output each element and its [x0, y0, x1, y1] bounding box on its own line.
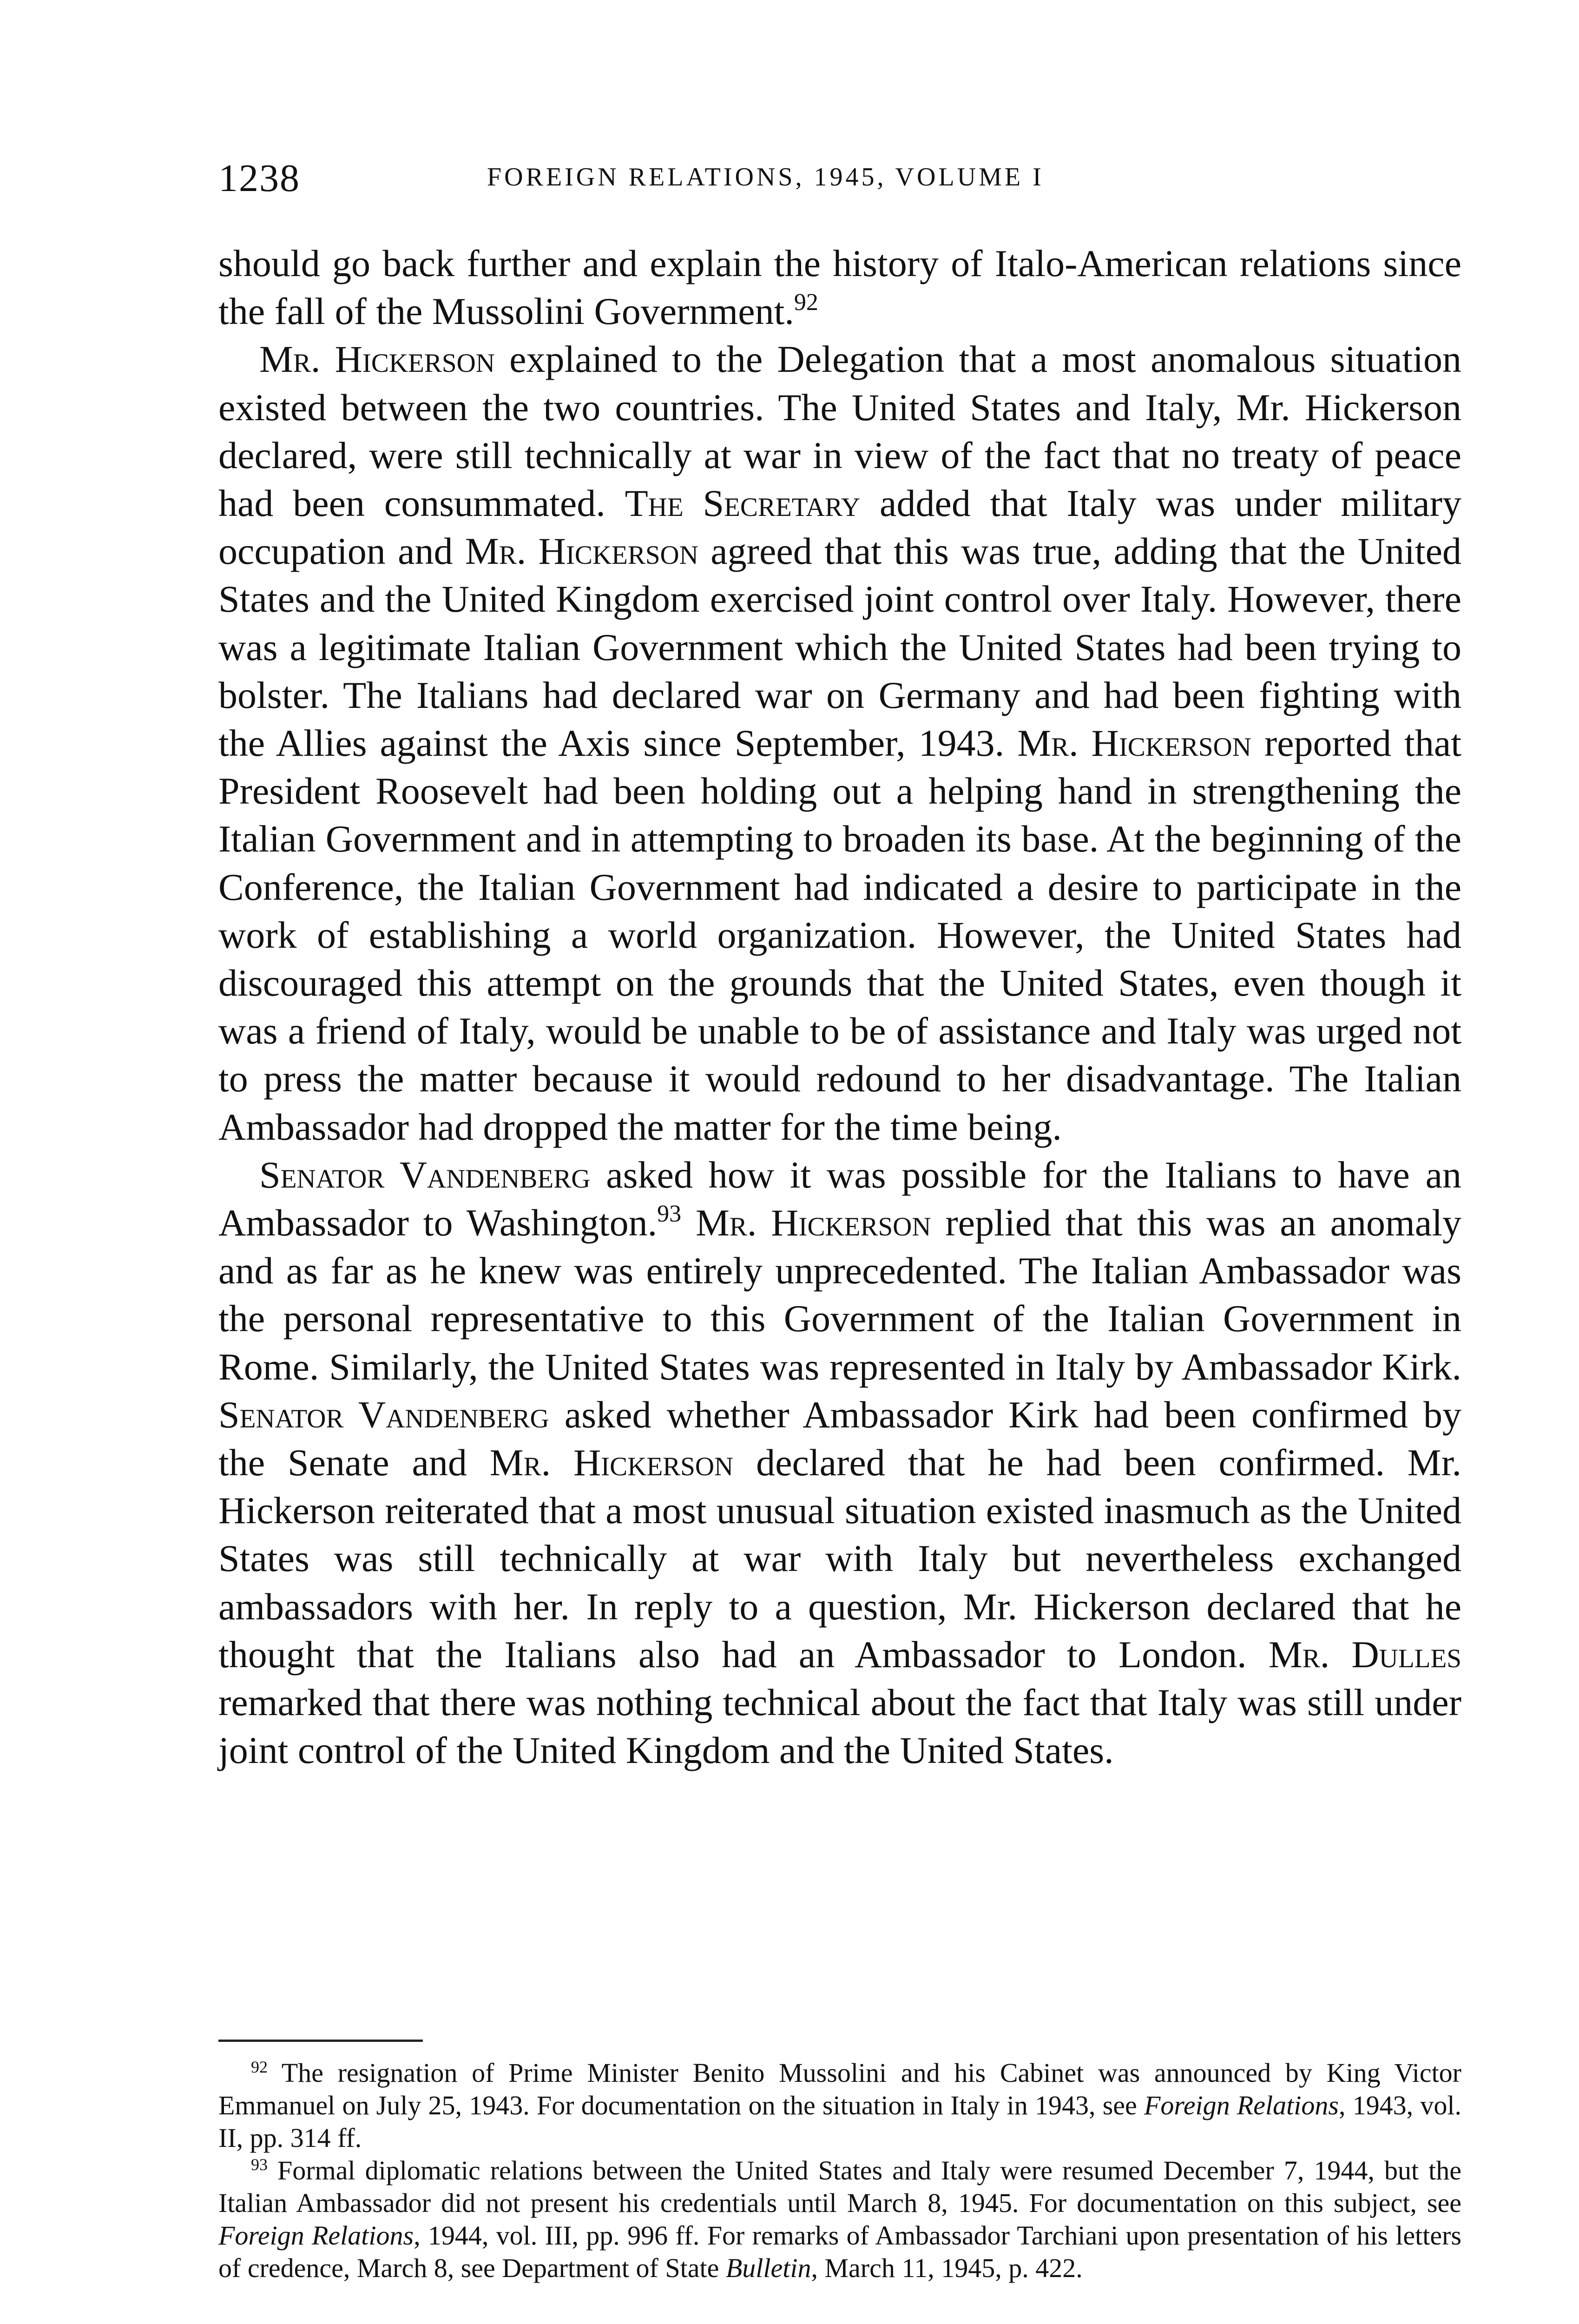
text-span: replied that this was an anomaly and as far as he knew was entirely unprecedented. The Italian Ambassador was the personal representative to this Government of the Italian Government in Rome. Similarly, the United States was represented in Italy by Ambassador Kirk. [218, 1202, 1461, 1388]
page-header [218, 156, 1464, 207]
footnotes [218, 2057, 1461, 2284]
text-span: , 1944, vol. [414, 2220, 545, 2251]
footnote-marker: 93 [251, 2155, 268, 2174]
text-span: remarked that there was nothing technical about the fact that Italy was still under joint control of the United Kingdom and the United States. [218, 1681, 1461, 1772]
running-head: FOREIGN RELATIONS, 1945, VOLUME I [487, 163, 1044, 191]
text-span: , 1943, vol. [1338, 2090, 1461, 2120]
speaker-name: Senator Vandenberg [259, 1153, 591, 1196]
footnote-marker: 92 [251, 2058, 268, 2076]
speaker-name: Mr. Hickerson [465, 530, 698, 573]
text-span: , March 11, 1945, p. 422. [811, 2253, 1083, 2283]
footnote-divider [218, 2040, 423, 2042]
speaker-name: Mr. Dulles [1268, 1633, 1461, 1676]
text-span: reported that President Roosevelt had been holding out a helping hand in strengthening the Italian Government and in attempting to broaden its base. At the beginning of the Conference, the Italian Government had indicated a desire to participate in the work of establishing a world organization. However, the United States had discouraged this attempt on the grounds that the United States, even though it was a friend of Italy, would be unable to be of assistance and Italy was urged not to press the matter because it would redound to her disadvantage. The Italian Ambassador had dropped the matter for the time being. [218, 722, 1461, 1148]
speaker-name: The Secretary [625, 482, 861, 525]
paragraph-2 [218, 335, 1461, 1150]
text-span: The resignation of Prime Minister Benito Mussolini and his Cabinet was announced by King Victor Emmanuel on July 25, 1943. For documentation on the situation in Italy in 1943, see [218, 2058, 1462, 2120]
speaker-name: Mr. Hickerson [489, 1441, 734, 1484]
text-span: , pp. 314 ff. [236, 2123, 362, 2153]
body-text [218, 239, 1461, 1775]
text-span: agreed that this was true, adding that the United States and the United Kingdom exercised joint control over Italy. However, there was a legitimate Italian Government which the United States had been trying to bolster. The Italians had declared war on Germany and had been fighting with the Allies against the Axis since September, 1943. [218, 530, 1461, 765]
footnote-ref-92: 92 [794, 289, 818, 316]
text-span: , pp. 996 ff. For remarks of Ambassador Tarchiani upon presentation of his letters of credence, March 8, see Department of State [218, 2220, 1461, 2283]
text-span: added that Italy was under military occupation and [218, 482, 1461, 573]
text-span: asked whether Ambassador Kirk had been confirmed by the Senate and [218, 1393, 1461, 1484]
text-span: declared that he had been confirmed. Mr. Hickerson reiterated that a most unusual situation existed inasmuch as the United States was still technically at war with Italy but nevertheless exchanged ambassadors with her. In reply to a question, Mr. Hickerson declared that he thought that the Italians also had an Ambassador to London. [218, 1441, 1461, 1676]
speaker-name: Senator Vandenberg [218, 1393, 549, 1436]
publication-title: Bulletin [725, 2253, 811, 2283]
text-span: explained to the Delegation that a most anomalous situation existed between the two countries. The United States and Italy, Mr. Hickerson declared, were still technically at war in view of the fact that no treaty of peace had been consummated. [218, 338, 1461, 525]
speaker-name: Mr. Hickerson [1017, 722, 1251, 765]
publication-title: Foreign Relations [1144, 2090, 1339, 2120]
publication-title: Foreign Relations [218, 2220, 414, 2251]
volume-numeral: II [218, 2123, 237, 2153]
speaker-name: Mr. Hickerson [259, 338, 495, 381]
volume-numeral: III [545, 2220, 572, 2251]
text-span: should go back further and explain the history of Italo-American relations since the fall of the Mussolini Government. [218, 242, 1461, 333]
footnote-92 [218, 2057, 1461, 2154]
footnote-93 [218, 2154, 1461, 2284]
footnote-ref-93: 93 [657, 1201, 682, 1228]
paragraph-3 [218, 1151, 1461, 1775]
page-number: 1238 [218, 157, 300, 200]
text-span: Formal diplomatic relations between the United States and Italy were resumed December 7, 1944, but the Italian Ambassador did not present his credentials until March 8, 1945. For documentation on this subject, see [218, 2155, 1461, 2218]
text-span: asked how it was possible for the Italians to have an Ambassador to Washington. [218, 1153, 1461, 1244]
paragraph-1 [218, 239, 1461, 335]
speaker-name: Mr. Hickerson [695, 1202, 931, 1244]
